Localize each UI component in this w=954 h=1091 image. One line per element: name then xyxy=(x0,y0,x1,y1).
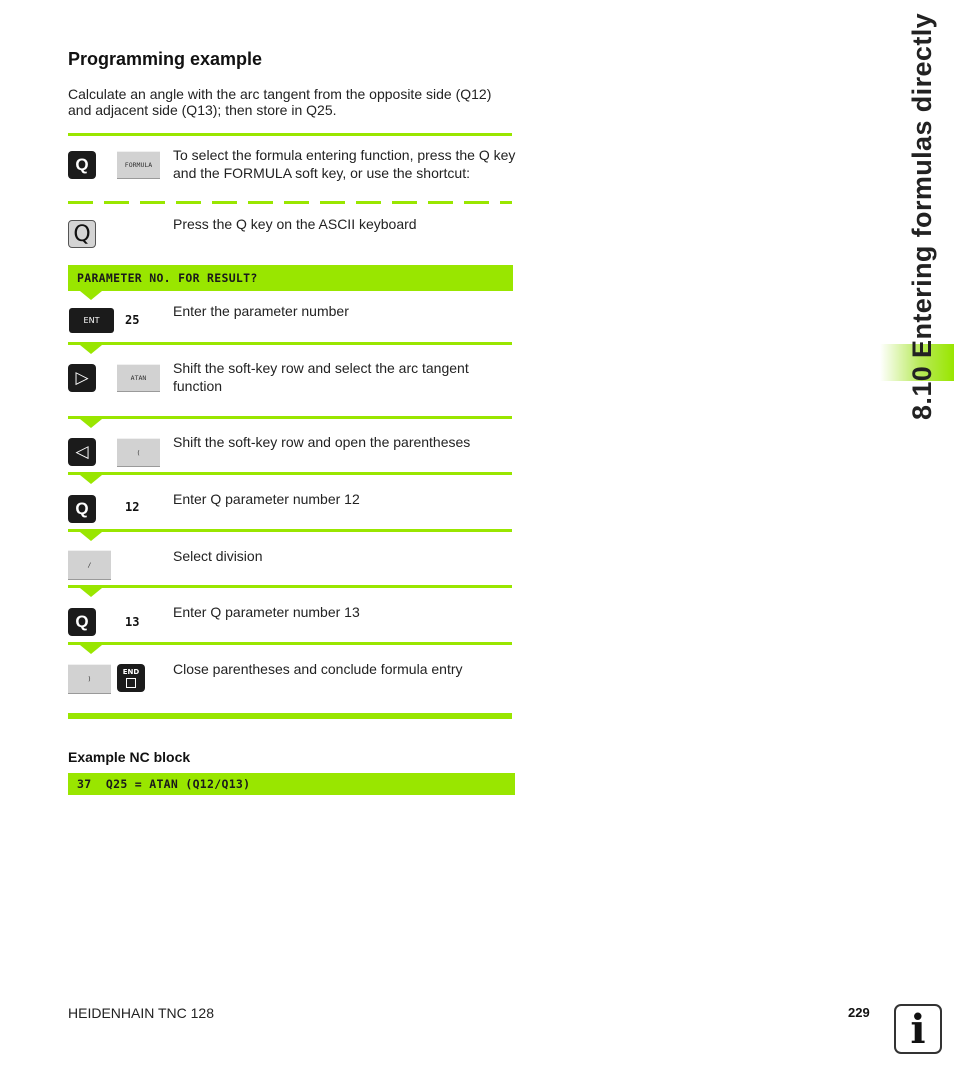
chapter-title: 8.10 Entering formulas directly xyxy=(907,12,937,420)
step-description: Enter Q parameter number 13 xyxy=(173,604,360,620)
close-parenthesis-softkey[interactable]: ) xyxy=(68,664,111,694)
section-end-divider xyxy=(68,713,512,719)
step-arrow xyxy=(80,588,102,597)
division-softkey[interactable]: / xyxy=(68,550,111,580)
parameter-value: 25 xyxy=(125,313,140,327)
dialog-prompt: PARAMETER NO. FOR RESULT? xyxy=(68,265,513,291)
step-arrow xyxy=(80,645,102,654)
end-key-label: END xyxy=(122,668,140,676)
example-heading: Example NC block xyxy=(68,749,191,765)
dashed-divider xyxy=(68,201,512,204)
ascii-q-key[interactable]: Q xyxy=(68,220,96,248)
shift-right-key[interactable]: ▷ xyxy=(68,364,96,392)
section-divider xyxy=(68,585,512,588)
section-divider xyxy=(68,642,512,645)
ent-key[interactable]: ENT xyxy=(69,308,114,333)
section-divider xyxy=(68,472,512,475)
section-divider xyxy=(68,133,512,136)
section-divider xyxy=(68,416,512,419)
intro-text: Calculate an angle with the arc tangent from the opposite side (Q12) and adjacent side (Q13); then store in Q25. xyxy=(68,86,492,118)
page-title: Programming example xyxy=(68,49,263,69)
step-description: To select the formula entering function, press the Q key and the FORMULA soft key, or use the shortcut: xyxy=(173,147,516,181)
end-key[interactable] xyxy=(117,664,145,692)
step-arrow xyxy=(80,419,102,428)
step-arrow xyxy=(80,532,102,541)
step-arrow xyxy=(80,345,102,354)
end-square-icon xyxy=(126,678,136,688)
step-description: Close parentheses and conclude formula entry xyxy=(173,661,463,677)
q-key[interactable]: Q xyxy=(68,608,96,636)
step-description: Enter the parameter number xyxy=(173,303,349,319)
open-parenthesis-softkey[interactable]: ( xyxy=(117,438,160,467)
parameter-value: 12 xyxy=(125,500,140,514)
section-divider xyxy=(68,529,512,532)
step-description: Enter Q parameter number 12 xyxy=(173,491,360,507)
atan-softkey[interactable]: ATAN xyxy=(117,364,160,392)
formula-softkey[interactable]: FORMULA xyxy=(117,151,160,179)
step-description: Select division xyxy=(173,548,263,564)
nc-block-code: 37 Q25 = ATAN (Q12/Q13) xyxy=(68,773,515,795)
step-description: Press the Q key on the ASCII keyboard xyxy=(173,216,417,232)
footer-product: HEIDENHAIN TNC 128 xyxy=(68,1005,215,1021)
info-icon: i xyxy=(894,1004,942,1054)
step-arrow xyxy=(80,291,102,300)
q-key[interactable]: Q xyxy=(68,495,96,523)
parameter-value: 13 xyxy=(125,615,140,629)
step-description: Shift the soft-key row and open the parentheses xyxy=(173,434,471,450)
shift-left-key[interactable]: ◁ xyxy=(68,438,96,466)
q-key[interactable]: Q xyxy=(68,151,96,179)
page-number: 229 xyxy=(848,1005,870,1020)
step-description: Shift the soft-key row and select the arc tangent function xyxy=(173,360,469,394)
section-divider xyxy=(68,342,512,345)
step-arrow xyxy=(80,475,102,484)
